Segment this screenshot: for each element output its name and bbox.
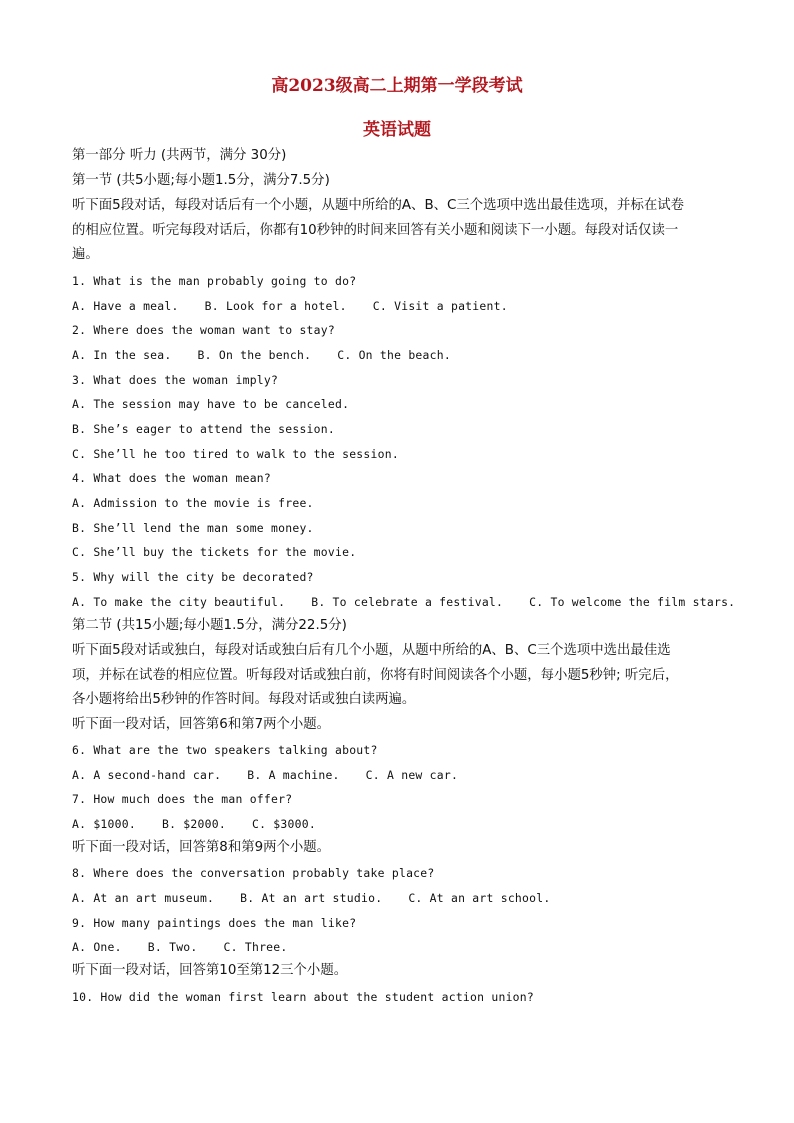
option-b: B. On the bench. — [197, 348, 312, 362]
option-c: C. At an art school. — [408, 891, 551, 905]
option-b: B. She’s eager to attend the session. — [72, 422, 335, 436]
option-c: C. A new car. — [365, 768, 459, 782]
question-9-options — [72, 938, 314, 956]
question-3: 3. What does the woman imply? — [72, 373, 279, 387]
group-instruction: 听下面一段对话，回答第10至第12三个小题。 — [72, 963, 348, 978]
exam-subtitle: 英语试题 — [363, 120, 431, 140]
option-b: B. To celebrate a festival. — [311, 595, 504, 609]
option-a: A. To make the city beautiful. — [72, 595, 286, 609]
question-7-options — [72, 815, 342, 833]
question-7: 7. How much does the man offer? — [72, 792, 293, 806]
section2-instruction-line: 项，并标在试卷的相应位置。听每段对话或独白前，你将有时间阅读各个小题，每小题5秒钟; 听完后， — [72, 668, 679, 683]
option-c: C. She’ll he too tired to walk to the session. — [72, 447, 399, 461]
option-b: B. At an art studio. — [240, 891, 383, 905]
option-b: B. Two. — [147, 940, 198, 954]
question-2: 2. Where does the woman want to stay? — [72, 323, 335, 337]
section1-heading: 第一节 (共5小题;每小题1.5分，满分7.5分) — [72, 173, 330, 188]
option-a: A. A second-hand car. — [72, 768, 222, 782]
option-a: A. Have a meal. — [72, 299, 179, 313]
option-c: C. To welcome the film stars. — [529, 595, 736, 609]
question-5: 5. Why will the city be decorated? — [72, 570, 314, 584]
option-a: A. $1000. — [72, 817, 136, 831]
option-b: B. She’ll lend the man some money. — [72, 521, 314, 535]
question-1: 1. What is the man probably going to do? — [72, 274, 357, 288]
option-c: C. Visit a patient. — [372, 299, 508, 313]
question-8-options — [72, 889, 576, 907]
question-6: 6. What are the two speakers talking about? — [72, 743, 378, 757]
exam-title: 高2023级高二上期第一学段考试 — [271, 76, 523, 96]
option-c: C. Three. — [223, 940, 288, 954]
option-c: C. She’ll buy the tickets for the movie. — [72, 545, 357, 559]
option-a: A. One. — [72, 940, 122, 954]
option-a: A. In the sea. — [72, 348, 172, 362]
section1-instruction-line: 遍。 — [72, 247, 99, 262]
section2-instruction-line: 各小题将给出5秒钟的作答时间。每段对话或独白读两遍。 — [72, 692, 416, 707]
question-6-options — [72, 766, 484, 784]
group-instruction: 听下面一段对话，回答第8和第9两个小题。 — [72, 840, 331, 855]
group-instruction: 听下面一段对话，回答第6和第7两个小题。 — [72, 717, 331, 732]
question-9: 9. How many paintings does the man like? — [72, 916, 357, 930]
question-2-options — [72, 346, 477, 364]
section2-instruction-line: 听下面5段对话或独白，每段对话或独白后有几个小题，从题中所给的A、B、C三个选项中选出最佳选 — [72, 643, 671, 658]
question-4: 4. What does the woman mean? — [72, 471, 272, 485]
question-1-options — [72, 297, 534, 315]
section1-instruction-line: 听下面5段对话，每段对话后有一个小题，从题中所给的A、B、C三个选项中选出最佳选项，并标在试卷 — [72, 198, 685, 213]
option-a: A. The session may have to be canceled. — [72, 397, 350, 411]
option-a: A. At an art museum. — [72, 891, 215, 905]
option-b: B. Look for a hotel. — [204, 299, 347, 313]
part1-heading: 第一部分 听力 (共两节，满分 30分) — [72, 148, 287, 163]
question-5-options — [72, 593, 761, 611]
section1-instruction-line: 的相应位置。听完每段对话后，你都有10秒钟的时间来回答有关小题和阅读下一小题。每段对话仅读一 — [72, 223, 679, 238]
question-10: 10. How did the woman first learn about the student action union? — [72, 990, 535, 1004]
option-a: A. Admission to the movie is free. — [72, 496, 314, 510]
option-c: C. $3000. — [251, 817, 316, 831]
option-c: C. On the beach. — [337, 348, 451, 362]
section2-heading: 第二节 (共15小题;每小题1.5分，满分22.5分) — [72, 618, 347, 633]
option-b: B. $2000. — [161, 817, 226, 831]
question-8: 8. Where does the conversation probably take place? — [72, 866, 435, 880]
option-b: B. A machine. — [247, 768, 340, 782]
